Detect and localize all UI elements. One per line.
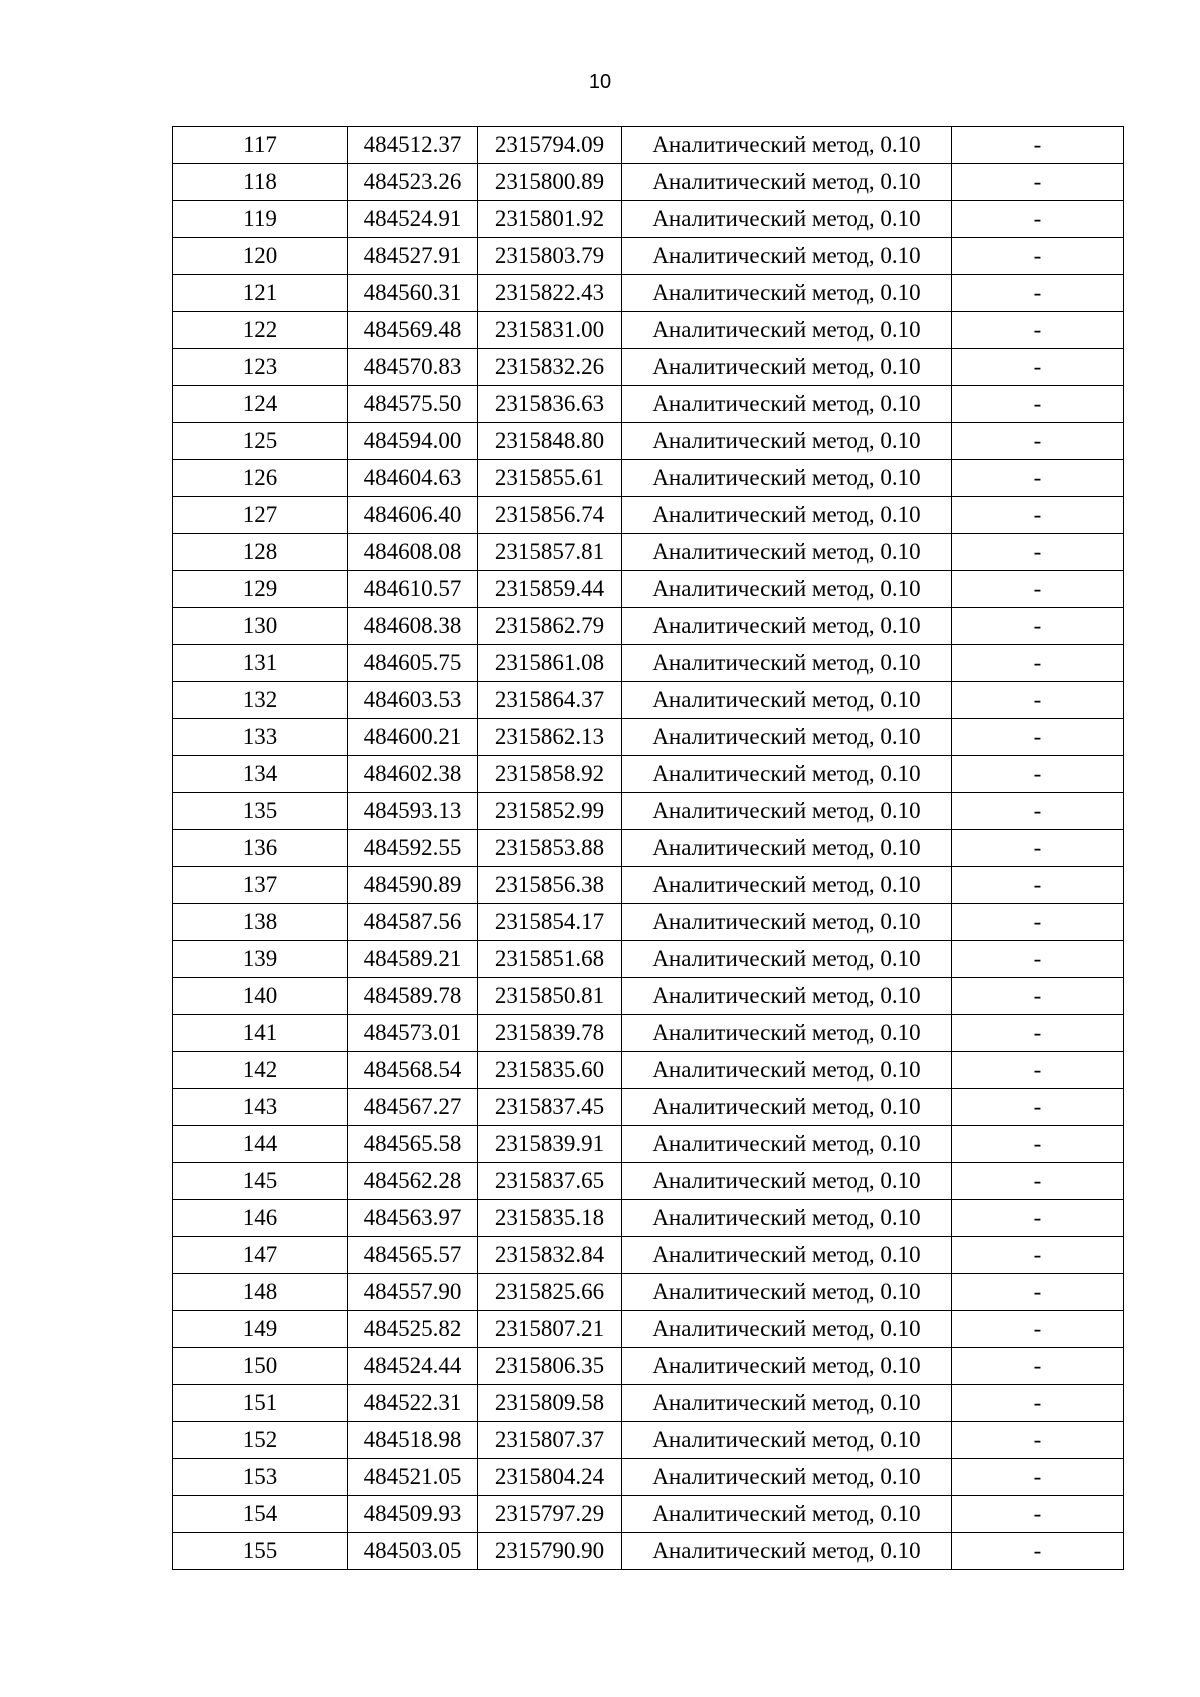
y-coordinate-cell: 2315864.37 [478, 682, 622, 719]
point-number-cell: 138 [173, 904, 348, 941]
method-cell: Аналитический метод, 0.10 [622, 1200, 952, 1237]
x-coordinate-cell: 484521.05 [348, 1459, 478, 1496]
note-cell: - [952, 1163, 1124, 1200]
point-number-cell: 126 [173, 460, 348, 497]
table-row [173, 349, 1124, 386]
method-cell: Аналитический метод, 0.10 [622, 1163, 952, 1200]
x-coordinate-cell: 484524.44 [348, 1348, 478, 1385]
point-number-cell: 146 [173, 1200, 348, 1237]
y-coordinate-cell: 2315800.89 [478, 164, 622, 201]
y-coordinate-cell: 2315855.61 [478, 460, 622, 497]
method-cell: Аналитический метод, 0.10 [622, 460, 952, 497]
x-coordinate-cell: 484594.00 [348, 423, 478, 460]
point-number-cell: 118 [173, 164, 348, 201]
y-coordinate-cell: 2315856.74 [478, 497, 622, 534]
note-cell: - [952, 682, 1124, 719]
y-coordinate-cell: 2315859.44 [478, 571, 622, 608]
note-cell: - [952, 1237, 1124, 1274]
table-row [173, 312, 1124, 349]
table-row [173, 1274, 1124, 1311]
method-cell: Аналитический метод, 0.10 [622, 386, 952, 423]
y-coordinate-cell: 2315862.79 [478, 608, 622, 645]
note-cell: - [952, 978, 1124, 1015]
method-cell: Аналитический метод, 0.10 [622, 1274, 952, 1311]
method-cell: Аналитический метод, 0.10 [622, 904, 952, 941]
y-coordinate-cell: 2315850.81 [478, 978, 622, 1015]
point-number-cell: 150 [173, 1348, 348, 1385]
table-row [173, 793, 1124, 830]
note-cell: - [952, 1311, 1124, 1348]
table-row [173, 867, 1124, 904]
method-cell: Аналитический метод, 0.10 [622, 608, 952, 645]
note-cell: - [952, 164, 1124, 201]
method-cell: Аналитический метод, 0.10 [622, 1015, 952, 1052]
method-cell: Аналитический метод, 0.10 [622, 682, 952, 719]
point-number-cell: 137 [173, 867, 348, 904]
table-row [173, 1089, 1124, 1126]
table-row [173, 127, 1124, 164]
note-cell: - [952, 1200, 1124, 1237]
point-number-cell: 122 [173, 312, 348, 349]
point-number-cell: 134 [173, 756, 348, 793]
x-coordinate-cell: 484603.53 [348, 682, 478, 719]
point-number-cell: 140 [173, 978, 348, 1015]
method-cell: Аналитический метод, 0.10 [622, 423, 952, 460]
y-coordinate-cell: 2315807.37 [478, 1422, 622, 1459]
note-cell: - [952, 830, 1124, 867]
table-row [173, 719, 1124, 756]
method-cell: Аналитический метод, 0.10 [622, 201, 952, 238]
x-coordinate-cell: 484522.31 [348, 1385, 478, 1422]
note-cell: - [952, 571, 1124, 608]
table-row [173, 1311, 1124, 1348]
note-cell: - [952, 941, 1124, 978]
method-cell: Аналитический метод, 0.10 [622, 867, 952, 904]
point-number-cell: 127 [173, 497, 348, 534]
method-cell: Аналитический метод, 0.10 [622, 238, 952, 275]
table-row [173, 830, 1124, 867]
y-coordinate-cell: 2315839.91 [478, 1126, 622, 1163]
table-row [173, 1533, 1124, 1570]
point-number-cell: 142 [173, 1052, 348, 1089]
point-number-cell: 145 [173, 1163, 348, 1200]
x-coordinate-cell: 484608.08 [348, 534, 478, 571]
x-coordinate-cell: 484569.48 [348, 312, 478, 349]
note-cell: - [952, 719, 1124, 756]
point-number-cell: 123 [173, 349, 348, 386]
y-coordinate-cell: 2315852.99 [478, 793, 622, 830]
note-cell: - [952, 1126, 1124, 1163]
y-coordinate-cell: 2315832.26 [478, 349, 622, 386]
method-cell: Аналитический метод, 0.10 [622, 941, 952, 978]
table-row [173, 1496, 1124, 1533]
table-row [173, 1422, 1124, 1459]
table-row [173, 978, 1124, 1015]
note-cell: - [952, 460, 1124, 497]
table-row [173, 1200, 1124, 1237]
x-coordinate-cell: 484610.57 [348, 571, 478, 608]
x-coordinate-cell: 484570.83 [348, 349, 478, 386]
x-coordinate-cell: 484602.38 [348, 756, 478, 793]
x-coordinate-cell: 484560.31 [348, 275, 478, 312]
table-row [173, 1052, 1124, 1089]
point-number-cell: 131 [173, 645, 348, 682]
point-number-cell: 117 [173, 127, 348, 164]
y-coordinate-cell: 2315851.68 [478, 941, 622, 978]
note-cell: - [952, 386, 1124, 423]
note-cell: - [952, 201, 1124, 238]
x-coordinate-cell: 484608.38 [348, 608, 478, 645]
y-coordinate-cell: 2315857.81 [478, 534, 622, 571]
point-number-cell: 147 [173, 1237, 348, 1274]
x-coordinate-cell: 484524.91 [348, 201, 478, 238]
note-cell: - [952, 312, 1124, 349]
point-number-cell: 141 [173, 1015, 348, 1052]
method-cell: Аналитический метод, 0.10 [622, 1422, 952, 1459]
point-number-cell: 130 [173, 608, 348, 645]
point-number-cell: 155 [173, 1533, 348, 1570]
point-number-cell: 119 [173, 201, 348, 238]
y-coordinate-cell: 2315836.63 [478, 386, 622, 423]
table-row [173, 1126, 1124, 1163]
note-cell: - [952, 1089, 1124, 1126]
table-row [173, 423, 1124, 460]
note-cell: - [952, 1348, 1124, 1385]
note-cell: - [952, 904, 1124, 941]
y-coordinate-cell: 2315825.66 [478, 1274, 622, 1311]
note-cell: - [952, 867, 1124, 904]
note-cell: - [952, 1496, 1124, 1533]
method-cell: Аналитический метод, 0.10 [622, 349, 952, 386]
note-cell: - [952, 127, 1124, 164]
method-cell: Аналитический метод, 0.10 [622, 1533, 952, 1570]
x-coordinate-cell: 484589.21 [348, 941, 478, 978]
point-number-cell: 153 [173, 1459, 348, 1496]
table-row [173, 904, 1124, 941]
y-coordinate-cell: 2315806.35 [478, 1348, 622, 1385]
coordinates-table [172, 126, 1124, 1570]
method-cell: Аналитический метод, 0.10 [622, 1459, 952, 1496]
y-coordinate-cell: 2315822.43 [478, 275, 622, 312]
table-row [173, 1163, 1124, 1200]
x-coordinate-cell: 484589.78 [348, 978, 478, 1015]
method-cell: Аналитический метод, 0.10 [622, 164, 952, 201]
point-number-cell: 132 [173, 682, 348, 719]
table-row [173, 941, 1124, 978]
point-number-cell: 124 [173, 386, 348, 423]
table-row [173, 164, 1124, 201]
table-row [173, 682, 1124, 719]
table-row [173, 460, 1124, 497]
y-coordinate-cell: 2315807.21 [478, 1311, 622, 1348]
y-coordinate-cell: 2315856.38 [478, 867, 622, 904]
table-row [173, 571, 1124, 608]
method-cell: Аналитический метод, 0.10 [622, 1089, 952, 1126]
note-cell: - [952, 238, 1124, 275]
y-coordinate-cell: 2315839.78 [478, 1015, 622, 1052]
x-coordinate-cell: 484563.97 [348, 1200, 478, 1237]
note-cell: - [952, 1533, 1124, 1570]
x-coordinate-cell: 484568.54 [348, 1052, 478, 1089]
y-coordinate-cell: 2315794.09 [478, 127, 622, 164]
note-cell: - [952, 645, 1124, 682]
y-coordinate-cell: 2315797.29 [478, 1496, 622, 1533]
method-cell: Аналитический метод, 0.10 [622, 1237, 952, 1274]
method-cell: Аналитический метод, 0.10 [622, 275, 952, 312]
y-coordinate-cell: 2315837.45 [478, 1089, 622, 1126]
x-coordinate-cell: 484604.63 [348, 460, 478, 497]
x-coordinate-cell: 484557.90 [348, 1274, 478, 1311]
table-row [173, 1348, 1124, 1385]
note-cell: - [952, 275, 1124, 312]
x-coordinate-cell: 484587.56 [348, 904, 478, 941]
table-row [173, 645, 1124, 682]
method-cell: Аналитический метод, 0.10 [622, 534, 952, 571]
table-row [173, 497, 1124, 534]
method-cell: Аналитический метод, 0.10 [622, 756, 952, 793]
method-cell: Аналитический метод, 0.10 [622, 571, 952, 608]
note-cell: - [952, 793, 1124, 830]
table-row [173, 238, 1124, 275]
method-cell: Аналитический метод, 0.10 [622, 1311, 952, 1348]
point-number-cell: 149 [173, 1311, 348, 1348]
method-cell: Аналитический метод, 0.10 [622, 793, 952, 830]
method-cell: Аналитический метод, 0.10 [622, 719, 952, 756]
x-coordinate-cell: 484512.37 [348, 127, 478, 164]
table-row [173, 1385, 1124, 1422]
page-number: 10 [588, 71, 612, 93]
point-number-cell: 154 [173, 1496, 348, 1533]
x-coordinate-cell: 484503.05 [348, 1533, 478, 1570]
note-cell: - [952, 756, 1124, 793]
x-coordinate-cell: 484593.13 [348, 793, 478, 830]
y-coordinate-cell: 2315835.18 [478, 1200, 622, 1237]
x-coordinate-cell: 484518.98 [348, 1422, 478, 1459]
y-coordinate-cell: 2315861.08 [478, 645, 622, 682]
table-row [173, 1015, 1124, 1052]
note-cell: - [952, 423, 1124, 460]
y-coordinate-cell: 2315837.65 [478, 1163, 622, 1200]
table-row [173, 608, 1124, 645]
x-coordinate-cell: 484606.40 [348, 497, 478, 534]
x-coordinate-cell: 484605.75 [348, 645, 478, 682]
point-number-cell: 120 [173, 238, 348, 275]
x-coordinate-cell: 484573.01 [348, 1015, 478, 1052]
note-cell: - [952, 497, 1124, 534]
x-coordinate-cell: 484600.21 [348, 719, 478, 756]
y-coordinate-cell: 2315848.80 [478, 423, 622, 460]
table-row [173, 201, 1124, 238]
method-cell: Аналитический метод, 0.10 [622, 1385, 952, 1422]
point-number-cell: 128 [173, 534, 348, 571]
coordinates-table-body [173, 127, 1124, 1570]
note-cell: - [952, 1459, 1124, 1496]
table-row [173, 534, 1124, 571]
x-coordinate-cell: 484562.28 [348, 1163, 478, 1200]
y-coordinate-cell: 2315832.84 [478, 1237, 622, 1274]
method-cell: Аналитический метод, 0.10 [622, 127, 952, 164]
point-number-cell: 152 [173, 1422, 348, 1459]
method-cell: Аналитический метод, 0.10 [622, 978, 952, 1015]
x-coordinate-cell: 484565.57 [348, 1237, 478, 1274]
point-number-cell: 125 [173, 423, 348, 460]
method-cell: Аналитический метод, 0.10 [622, 1348, 952, 1385]
table-row [173, 1237, 1124, 1274]
y-coordinate-cell: 2315862.13 [478, 719, 622, 756]
y-coordinate-cell: 2315835.60 [478, 1052, 622, 1089]
note-cell: - [952, 349, 1124, 386]
point-number-cell: 151 [173, 1385, 348, 1422]
method-cell: Аналитический метод, 0.10 [622, 497, 952, 534]
point-number-cell: 144 [173, 1126, 348, 1163]
table-row [173, 386, 1124, 423]
point-number-cell: 129 [173, 571, 348, 608]
y-coordinate-cell: 2315831.00 [478, 312, 622, 349]
point-number-cell: 139 [173, 941, 348, 978]
note-cell: - [952, 534, 1124, 571]
x-coordinate-cell: 484590.89 [348, 867, 478, 904]
point-number-cell: 121 [173, 275, 348, 312]
note-cell: - [952, 1015, 1124, 1052]
y-coordinate-cell: 2315803.79 [478, 238, 622, 275]
x-coordinate-cell: 484525.82 [348, 1311, 478, 1348]
note-cell: - [952, 608, 1124, 645]
method-cell: Аналитический метод, 0.10 [622, 830, 952, 867]
x-coordinate-cell: 484592.55 [348, 830, 478, 867]
note-cell: - [952, 1052, 1124, 1089]
method-cell: Аналитический метод, 0.10 [622, 1126, 952, 1163]
y-coordinate-cell: 2315854.17 [478, 904, 622, 941]
y-coordinate-cell: 2315801.92 [478, 201, 622, 238]
table-row [173, 275, 1124, 312]
y-coordinate-cell: 2315853.88 [478, 830, 622, 867]
note-cell: - [952, 1422, 1124, 1459]
point-number-cell: 143 [173, 1089, 348, 1126]
y-coordinate-cell: 2315858.92 [478, 756, 622, 793]
point-number-cell: 135 [173, 793, 348, 830]
note-cell: - [952, 1385, 1124, 1422]
method-cell: Аналитический метод, 0.10 [622, 645, 952, 682]
y-coordinate-cell: 2315804.24 [478, 1459, 622, 1496]
method-cell: Аналитический метод, 0.10 [622, 1496, 952, 1533]
x-coordinate-cell: 484523.26 [348, 164, 478, 201]
x-coordinate-cell: 484527.91 [348, 238, 478, 275]
y-coordinate-cell: 2315790.90 [478, 1533, 622, 1570]
y-coordinate-cell: 2315809.58 [478, 1385, 622, 1422]
note-cell: - [952, 1274, 1124, 1311]
point-number-cell: 148 [173, 1274, 348, 1311]
method-cell: Аналитический метод, 0.10 [622, 312, 952, 349]
point-number-cell: 133 [173, 719, 348, 756]
table-row [173, 1459, 1124, 1496]
table-row [173, 756, 1124, 793]
x-coordinate-cell: 484575.50 [348, 386, 478, 423]
x-coordinate-cell: 484509.93 [348, 1496, 478, 1533]
x-coordinate-cell: 484565.58 [348, 1126, 478, 1163]
point-number-cell: 136 [173, 830, 348, 867]
x-coordinate-cell: 484567.27 [348, 1089, 478, 1126]
method-cell: Аналитический метод, 0.10 [622, 1052, 952, 1089]
